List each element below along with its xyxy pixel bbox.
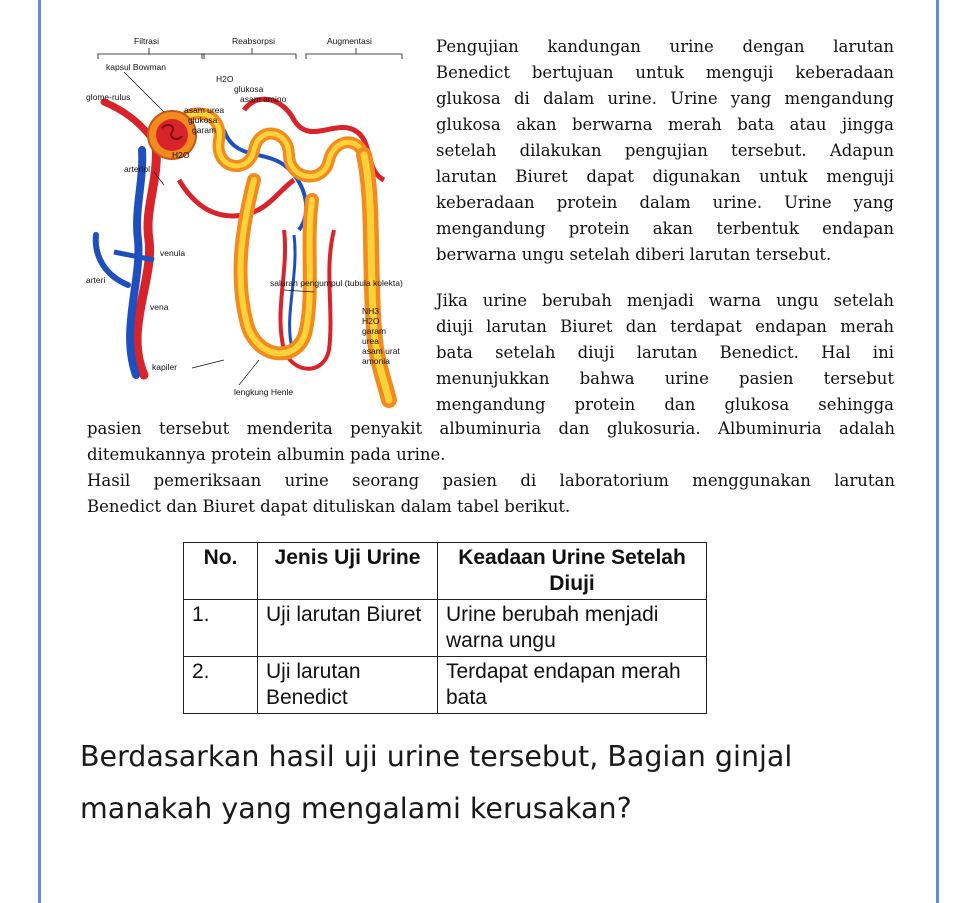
cell-no: 1. [184, 600, 258, 657]
label-kapsul-bowman: kapsul Bowman [106, 62, 167, 72]
para1-line: larutan Biuret dapat digunakan untuk menguji [436, 167, 894, 186]
para1-line: mengandung protein akan terbentuk endapan [436, 219, 894, 238]
cell-jenis-uji: Uji larutan Benedict [258, 657, 438, 714]
cell-keadaan: Urine berubah menjadi warna ungu [438, 600, 707, 657]
label-h2o-right: H2O [362, 316, 380, 326]
header-jenis-uji: Jenis Uji Urine [258, 543, 438, 600]
para2-line: Jika urine berubah menjadi warna ungu setelah [436, 291, 894, 310]
label-amonia: amonia [362, 356, 390, 366]
label-glukosa: glukosa [234, 84, 264, 94]
label-garam: garam [192, 125, 217, 135]
urine-test-table [183, 542, 707, 714]
label-arteriol: arteriol [124, 164, 150, 174]
paragraph-albuminuria [436, 288, 894, 418]
para2-line: mengandung protein dan glukosa sehingga [436, 395, 894, 414]
label-reabsorpsi: Reabsorpsi [232, 36, 275, 46]
label-vena: vena [150, 302, 169, 312]
frame-border-right [936, 0, 939, 903]
label-asam-urea: asam urea [184, 105, 225, 115]
cell-jenis-uji: Uji larutan Biuret [258, 600, 438, 657]
table-row [184, 657, 707, 714]
label-glukosa-inner: glukosa [188, 115, 218, 125]
label-garam-right: garam [362, 326, 387, 336]
label-asam-urat: asam urat [362, 346, 400, 356]
label-venula: venula [160, 248, 186, 258]
para2-line: menunjukkan bahwa urine pasien tersebut [436, 369, 894, 388]
para1-line: keberadaan protein dalam urine. Urine yang [436, 193, 894, 212]
label-saluran-pengumpul: saluran pengumpul (tubula kolekta) [270, 278, 403, 288]
nephron-diagram [84, 30, 430, 415]
label-asam-amino: asam amino [240, 94, 287, 104]
label-kapiler: kapiler [152, 362, 178, 372]
para2-cont-line: ditemukannya protein albumin pada urine. [87, 445, 446, 464]
para3-line: Hasil pemeriksaan urine seorang pasien di laboratorium menggunakan larutan [87, 471, 895, 490]
label-glomerulus: glome-rulus [86, 92, 131, 102]
paragraph-benedict-biuret [436, 34, 894, 268]
header-keadaan: Keadaan Urine Setelah Diuji [438, 543, 707, 600]
cell-keadaan: Terdapat endapan merah bata [438, 657, 707, 714]
para3-line: Benedict dan Biuret dapat dituliskan dalam tabel berikut. [87, 497, 571, 516]
frame-border-left [38, 0, 41, 903]
label-augmentasi: Augmentasi [327, 36, 372, 46]
para1-line: Benedict bertujuan untuk menguji keberadaan [436, 63, 894, 82]
question-text: Berdasarkan hasil uji urine tersebut, Bagian ginjal manakah yang mengalami kerusakan? [80, 740, 793, 825]
label-h2o-top: H2O [216, 74, 234, 84]
paragraph-albuminuria-continued [87, 416, 895, 468]
label-filtrasi: Filtrasi [134, 36, 160, 46]
para2-line: bata setelah diuji larutan Benedict. Hal ini [436, 343, 894, 362]
label-nh3: NH3 [362, 306, 380, 316]
para1-line: berwarna ungu setelah diberi larutan tersebut. [436, 245, 832, 264]
header-no: No. [184, 543, 258, 600]
para2-line: diuji larutan Biuret dan terdapat endapan merah [436, 317, 894, 336]
label-h2o-inner: H2O [172, 150, 190, 160]
para1-line: setelah dilakukan pengujian tersebut. Adapun [436, 141, 894, 160]
para2-cont-line: pasien tersebut menderita penyakit albuminuria dan glukosuria. Albuminuria adalah [87, 419, 895, 438]
para1-line: glukosa akan berwarna merah bata atau jingga [436, 115, 894, 134]
label-arteri: arteri [86, 275, 106, 285]
table-header-row [184, 543, 707, 600]
label-urea: urea [362, 336, 380, 346]
para1-line: glukosa di dalam urine. Urine yang mengandung [436, 89, 894, 108]
para1-line: Pengujian kandungan urine dengan larutan [436, 37, 894, 56]
label-lengkung-henle: lengkung Henle [234, 387, 294, 397]
paragraph-hasil-pemeriksaan [87, 468, 895, 520]
cell-no: 2. [184, 657, 258, 714]
table-row [184, 600, 707, 657]
